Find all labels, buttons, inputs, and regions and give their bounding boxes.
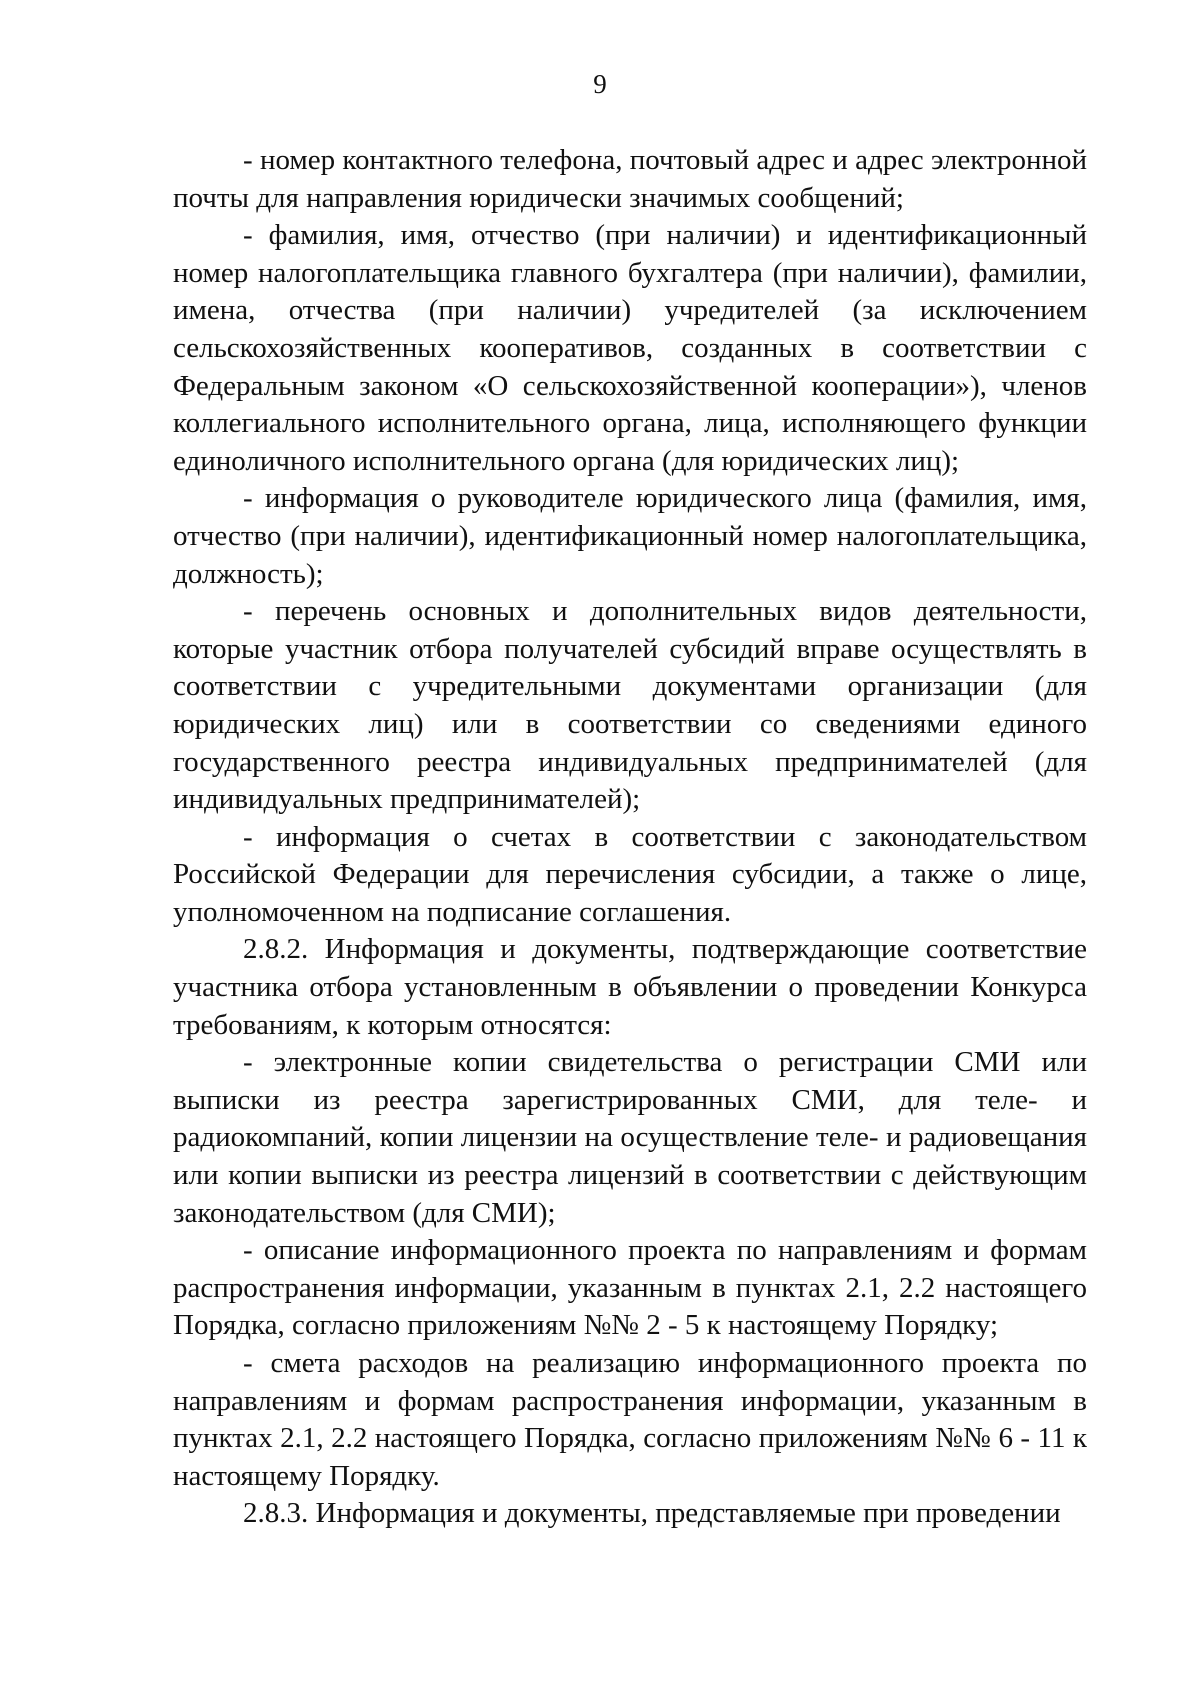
paragraph-accountant-founders: - фамилия, имя, отчество (при наличии) и идентификационный номер налогоплательщика главного бухгалтера (при наличии), фамилии, имена, отчества (при наличии) учредителей (за исключением сельскохозяйственных кооперативов, созданных в соответствии с Федеральным законом «О сельскохозяйственной кооперации»), членов коллегиального исполнительного органа, лица, исполняющего функции единоличного исполнительного органа (для юридических лиц); xyxy=(173,219,1087,477)
paragraph-section-2-8-2: 2.8.2. Информация и документы, подтверждающие соответствие участника отбора установленным в объявлении о проведении Конкурса требованиям, к которым относятся: xyxy=(173,933,1087,1041)
document-body xyxy=(173,142,1087,1533)
paragraph-activities-list: - перечень основных и дополнительных видов деятельности, которые участник отбора получателей субсидий вправе осуществлять в соответствии с учредительными документами организации (для юридических лиц) или в соответствии со сведениями единого государственного реестра индивидуальных предпринимателей (для индивидуальных предпринимателей); xyxy=(173,595,1087,816)
paragraph-project-description: - описание информационного проекта по направлениям и формам распространения информации, указанным в пунктах 2.1, 2.2 настоящего Порядка, согласно приложениям №№ 2 - 5 к настоящему Порядку; xyxy=(173,1234,1087,1342)
paragraph-section-2-8-3: 2.8.3. Информация и документы, представляемые при проведении xyxy=(243,1497,1061,1530)
paragraph-cost-estimate: - смета расходов на реализацию информационного проекта по направлениям и формам распространения информации, указанным в пунктах 2.1, 2.2 настоящего Порядка, согласно приложениям №№ 6 - 11 к настоящему Порядку. xyxy=(173,1347,1087,1492)
paragraph-bank-accounts: - информация о счетах в соответствии с законодательством Российской Федерации для перечисления субсидии, а также о лице, уполномоченном на подписание соглашения. xyxy=(173,820,1087,928)
page-number: 9 xyxy=(593,69,607,99)
paragraph-contact-info: - номер контактного телефона, почтовый адрес и адрес электронной почты для направления юридически значимых сообщений; xyxy=(173,144,1087,214)
paragraph-media-registration: - электронные копии свидетельства о регистрации СМИ или выписки из реестра зарегистрированных СМИ, для теле- и радиокомпаний, копии лицензии на осуществление теле- и радиовещания или копии выписки из реестра лицензий в соответствии с действующим законодательством (для СМИ); xyxy=(173,1046,1087,1229)
paragraph-head-of-entity: - информация о руководителе юридического лица (фамилия, имя, отчество (при наличии), идентификационный номер налогоплательщика, должность); xyxy=(173,482,1087,590)
